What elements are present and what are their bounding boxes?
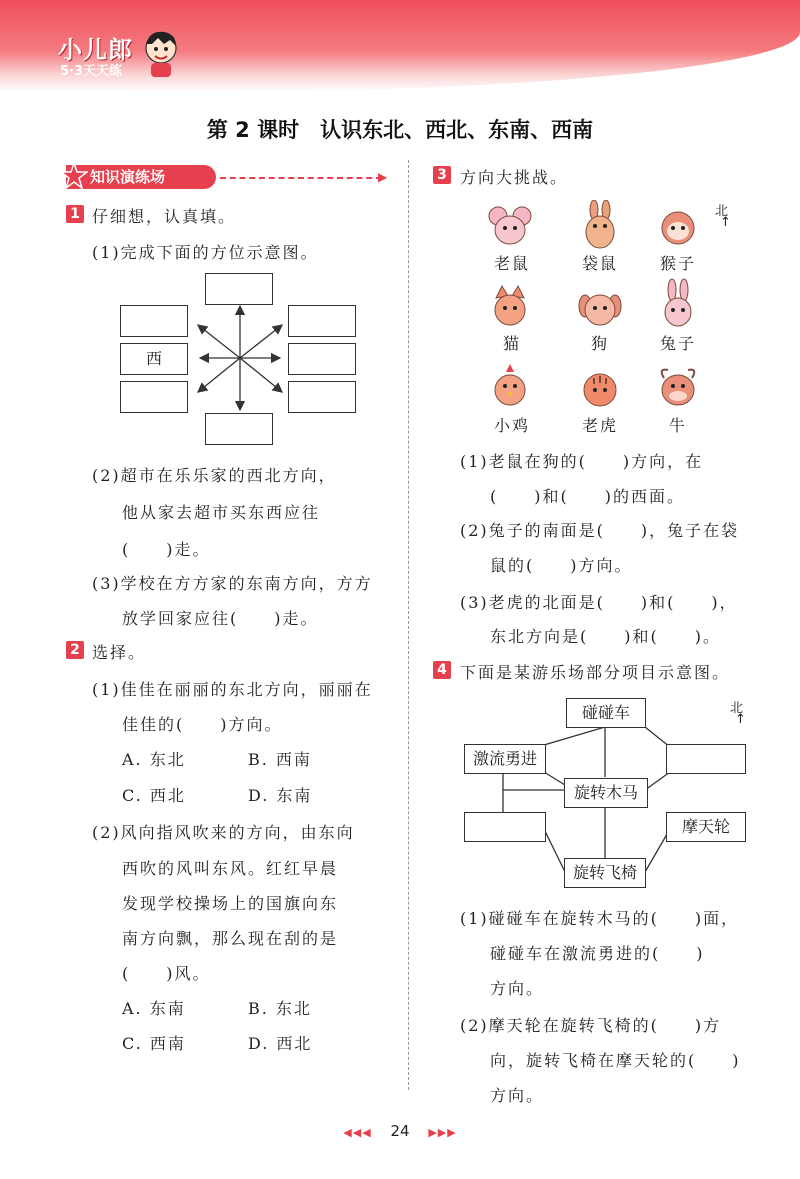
question-number-2: 2 <box>66 641 84 659</box>
animal-label-cat: 猫 <box>502 334 521 353</box>
blank-box-southeast[interactable] <box>288 381 356 413</box>
q2-option-a[interactable]: A. 东北 <box>122 750 186 769</box>
q2-part1-line2: 佳佳的( )方向。 <box>122 715 283 734</box>
animal-label-dog: 狗 <box>590 334 609 353</box>
q1-part3-line1: (3)学校在方方家的东南方向，方方 <box>92 574 373 593</box>
north-arrow-icon: ↑ <box>720 215 731 230</box>
q4-title: 下面是某游乐场部分项目示意图。 <box>460 663 731 682</box>
question-number-4: 4 <box>433 661 451 679</box>
page-footer <box>0 1122 800 1140</box>
question-number-3: 3 <box>433 166 451 184</box>
tiger-icon <box>584 374 616 406</box>
q4-north-label: 北 <box>730 701 746 716</box>
monkey-icon <box>662 212 694 244</box>
q2-part2-option-a[interactable]: A. 东南 <box>122 999 186 1018</box>
section-tag: 知识演练场 <box>66 165 216 189</box>
q1-part3-line2: 放学回家应往( )走。 <box>122 609 319 628</box>
q2-option-d[interactable]: D. 东南 <box>248 786 313 805</box>
q2-part2-line1: (2)风向指风吹来的方向，由东向 <box>92 823 355 842</box>
question-number-1: 1 <box>66 205 84 223</box>
q2-part2-line5: ( )风。 <box>122 964 211 983</box>
q3-part3-line2: 东北方向是( )和( )。 <box>490 627 721 646</box>
q2-part1-line1: (1)佳佳在丽丽的东北方向，丽丽在 <box>92 680 373 699</box>
blank-box-east[interactable] <box>288 343 356 375</box>
place-ferris-wheel: 摩天轮 <box>666 812 746 842</box>
dog-icon <box>579 295 621 325</box>
q4-part1-line3: 方向。 <box>490 979 545 998</box>
column-divider <box>408 160 409 1090</box>
animal-label-rabbit: 兔子 <box>659 334 696 353</box>
q1-part2-line1: (2)超市在乐乐家的西北方向， <box>92 466 337 485</box>
animal-label-mouse: 老鼠 <box>493 254 530 273</box>
q4-part1-line1: (1)碰碰车在旋转木马的( )面， <box>460 909 740 928</box>
chick-icon <box>495 364 525 405</box>
footer-left-arrows-icon: ◀◀◀ <box>343 1126 372 1139</box>
place-carousel: 旋转木马 <box>564 778 648 808</box>
q3-part1-line2: ( )和( )的西面。 <box>490 487 685 506</box>
page-number: 24 <box>390 1122 410 1140</box>
arrow-right-icon: ▶ <box>378 170 388 184</box>
rabbit-icon <box>665 279 691 326</box>
animal-label-kangaroo: 袋鼠 <box>581 254 618 273</box>
lesson-title: 第 2 课时 认识东北、西北、东南、西南 <box>206 118 594 142</box>
kangaroo-icon <box>586 200 614 248</box>
q3-title: 方向大挑战。 <box>460 168 569 187</box>
blank-place-box-southwest[interactable] <box>464 812 546 842</box>
q2-part2-option-d[interactable]: D. 西北 <box>248 1034 313 1053</box>
cat-icon <box>495 286 525 325</box>
place-rafting: 激流勇进 <box>464 744 546 774</box>
q3-north-label: 北 <box>715 204 731 219</box>
q3-part2-line2: 鼠的( )方向。 <box>490 556 633 575</box>
q3-part1-line1: (1)老鼠在狗的( )方向，在 <box>460 452 704 471</box>
q1-part1: (1)完成下面的方位示意图。 <box>92 243 319 262</box>
q2-part2-option-b[interactable]: B. 东北 <box>248 999 312 1018</box>
mouse-icon <box>489 207 531 244</box>
logo-subtitle: 5·3天天练 <box>60 64 123 79</box>
q1-title: 仔细想，认真填。 <box>92 207 237 226</box>
north-arrow-icon-2: ↑ <box>735 712 746 727</box>
q1-part2-line2: 他从家去超市买东西应往 <box>122 503 321 522</box>
blank-box-northeast[interactable] <box>288 305 356 337</box>
blank-box-south[interactable] <box>205 413 273 445</box>
q4-part2-line2: 向，旋转飞椅在摩天轮的( ) <box>490 1051 741 1070</box>
q2-part2-line4: 南方向飘，那么现在刮的是 <box>122 929 339 948</box>
q2-option-b[interactable]: B. 西南 <box>248 750 312 769</box>
dashed-divider <box>220 177 382 179</box>
animal-label-cow: 牛 <box>668 416 687 435</box>
animal-label-chick: 小鸡 <box>493 416 530 435</box>
logo-title: 小儿郎 <box>58 36 133 64</box>
star-icon <box>60 162 88 190</box>
q4-part2-line3: 方向。 <box>490 1086 545 1105</box>
q2-part2-line2: 西吹的风叫东风。红红早晨 <box>122 859 339 878</box>
cow-icon <box>662 370 695 405</box>
q3-part2-line1: (2)兔子的南面是( )，兔子在袋 <box>460 521 740 540</box>
animal-label-tiger: 老虎 <box>581 416 618 435</box>
q4-part1-line2: 碰碰车在激流勇进的( ) <box>490 944 705 963</box>
animal-label-monkey: 猴子 <box>659 254 696 273</box>
place-swing-chairs: 旋转飞椅 <box>564 858 646 888</box>
q2-part2-option-c[interactable]: C. 西南 <box>122 1034 186 1053</box>
q2-title: 选择。 <box>92 643 147 662</box>
animal-grid <box>480 200 720 425</box>
blank-box-north[interactable] <box>205 273 273 305</box>
blank-box-southwest[interactable] <box>120 381 188 413</box>
place-bumper-cars: 碰碰车 <box>566 698 646 728</box>
q4-part2-line1: (2)摩天轮在旋转飞椅的( )方 <box>460 1016 722 1035</box>
mascot-icon <box>140 28 182 78</box>
q3-part3-line1: (3)老虎的北面是( )和( )， <box>460 593 738 612</box>
blank-place-box-east[interactable] <box>666 744 746 774</box>
q1-part2-line3: ( )走。 <box>122 540 211 559</box>
label-box-west: 西 <box>120 343 188 375</box>
q2-option-c[interactable]: C. 西北 <box>122 786 186 805</box>
footer-right-arrows-icon: ▶▶▶ <box>428 1126 457 1139</box>
q2-part2-line3: 发现学校操场上的国旗向东 <box>122 894 339 913</box>
blank-box-northwest[interactable] <box>120 305 188 337</box>
